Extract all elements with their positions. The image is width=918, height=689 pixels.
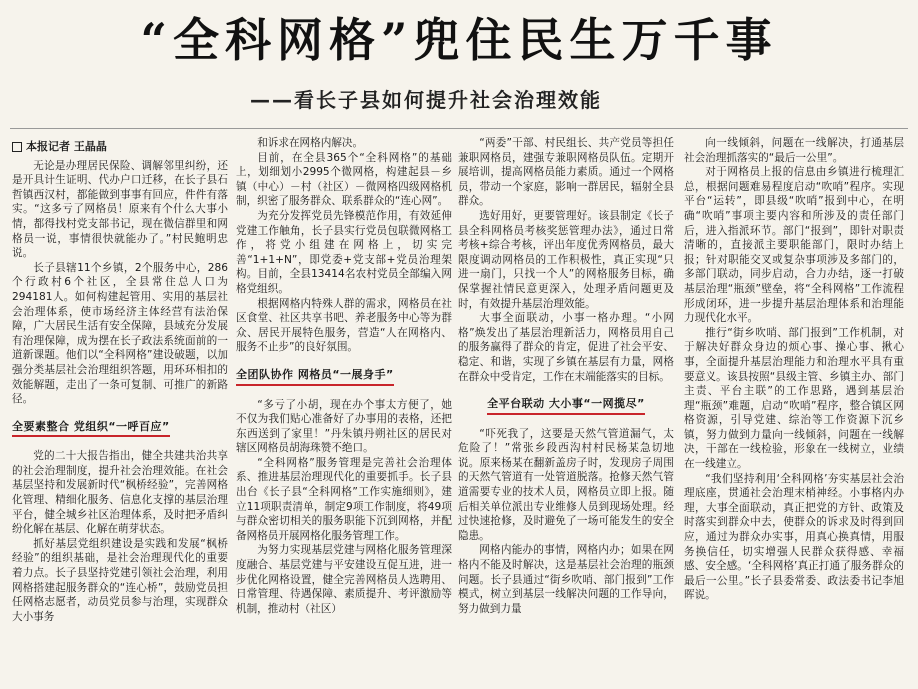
article-paragraph: 目前，在全县365个“全科网格”的基础上，划细划小2995个微网格，构建起县－乡镇（中心）－村（社区）－微网格四级网格机制，织密了服务群众、联系群众的“连心网”。 <box>236 151 452 208</box>
byline-text: 本报记者 王晶晶 <box>26 140 107 153</box>
article-paragraph: 抓好基层党组织建设是实践和发展“枫桥经验”的组织基础，是社会治理现代化的重要着力点。长子县坚持党建引领社会治理，利用网格搭建起服务群众的“连心桥”，鼓励党员担任网格志愿者，动员党员参与治理，实现群众大小事务 <box>12 537 228 623</box>
article-paragraph: 大事全面联动，小事一格办理。“小网格”焕发出了基层治理新活力，网格员用自己的服务赢得了群众的肯定，促进了社会平安、稳定、和谐，实现了乡镇在基层有力量，网格在群众中受肯定，工作在末端能落实的目标。 <box>458 312 674 383</box>
article-paragraph: 根据网格内特殊人群的需求，网格员在社区食堂、社区共享书吧、养老服务中心等为群众、居民开展特色服务，营造“人在网格内、服务不止步”的良好氛围。 <box>236 297 452 354</box>
article-paragraph: 向一线倾斜，问题在一线解决，打通基层社会治理抓落实的“最后一公里”。 <box>684 137 904 164</box>
article-paragraph: 和诉求在网格内解决。 <box>257 137 364 149</box>
column-3 <box>458 136 674 684</box>
article-paragraph: 为充分发挥党员先锋模范作用，有效延伸党建工作触角，长子县实行党员包联微网格工作，将党小组建在网格上，切实完善“1+1+N”，即党委+党支部+党员治理架构。目前，全县13414名农村党员全部编入网格党组织。 <box>236 209 452 295</box>
article-paragraph: 党的二十大报告指出，健全共建共治共享的社会治理制度，提升社会治理效能。在社会基层坚持和发展新时代“枫桥经验”，完善网格化管理、精细化服务、信息化支撑的基层治理平台，健全城乡社区治理体系，及时把矛盾纠纷化解在基层、化解在萌芽状态。 <box>12 450 228 536</box>
section-heading-wrap <box>236 361 452 392</box>
article-paragraph: 推行“街乡吹哨、部门报到”工作机制，对于解决好群众身边的烦心事、操心事、揪心事，全面提升基层治理能力和治理水平具有重要意义。该县按照“县级主管、乡镇主办、部门主责、平台主联”的工作思路，遇到基层治理“瓶颈”难题，启动“吹哨”程序，整合镇区网格资源，引导党建、综治等工作资源下沉乡镇，努力做到力量向一线倾斜，问题在一线解决，干部在一线检验，形象在一线树立，业绩在一线建立。 <box>684 326 904 471</box>
section-heading-wrap <box>458 390 674 421</box>
article-paragraph: “多亏了小胡，现在办个事太方便了，她不仅为我们贴心准备好了办事用的表格，还把东西送到了家里！”丹朱镇丹朔社区的居民对辖区网格员胡海珠赞不绝口。 <box>236 398 452 455</box>
column-1 <box>12 136 228 684</box>
square-bullet-icon <box>12 142 22 152</box>
subheadline: ——看长子县如何提升社会治理效能 <box>250 88 602 112</box>
section-heading: 全团队协作 网格员“一展身手” <box>236 367 394 386</box>
article-paragraph: “全科网格”服务管理是完善社会治理体系、推进基层治理现代化的重要抓手。长子县出台《长子县“全科网格”工作实施细则》，建立11项职责清单，制定9项工作制度，将49项与群众密切相关的服务职能下沉到网格，并配备网格员开展网格化服务管理工作。 <box>236 456 452 542</box>
article-paragraph: 长子县辖11个乡镇，2个服务中心，286个行政村6个社区，全县常住总人口为294181人。如何构建起管用、实用的基层社会治理体系，使市场经济主体经营有法治保障，广大居民生活有安全保障，县域充分发展有治理保障，成为摆在长子政法系统面前的一道新课题。他们以“全科网格”建设破题，以加强分类基层社会治理组织答题，用环环相扣的效能解题，走出了一条可复制、可推广的新路径。 <box>12 261 228 406</box>
article-paragraph: 对于网格员上报的信息由乡镇进行梳理汇总，根据问题难易程度启动“吹哨”程序。实现平台“运转”，即县级“吹哨”报到中心，在明确“吹哨”事项主要内容和所涉及的责任部门后，进入指派环节。部门“报到”，即针对职责清晰的，直接派主要职能部门，限时办结上报；针对职能交叉或复杂事项涉及多部门的，多部门联动，同步启动，合力办结，逐一打破基层治理“瓶颈”壁垒，将“全科网格”工作流程形成闭环，进一步提升基层治理体系和治理能力现代化水平。 <box>684 166 904 325</box>
section-heading: 全平台联动 大小事“一网揽尽” <box>487 396 645 415</box>
article-paragraph: 网格内能办的事情，网格内办；如果在网格内不能及时解决，这是基层社会治理的瓶颈问题。长子县通过“街乡吹哨、部门报到”工作模式，树立到基层一线解决问题的工作导向，努力做到力量 <box>458 544 674 615</box>
article-paragraph: 无论是办理居民保险、调解邻里纠纷，还是开具计生证明、代办户口迁移，在长子县石哲镇西汉村，都能做到事事有回应，件件有落实。“这多亏了网格员！原来有个什么大事小情，都得找村党支部书记，现在微信群里和网格员一说，事情很快就能办了。”村民鲍明忠说。 <box>12 159 228 260</box>
headline: “全科网格”兜住民生万千事 <box>140 13 778 67</box>
article-paragraph: 为努力实现基层党建与网格化服务管理深度融合、基层党建与平安建设互促互进，进一步优化网格设置，健全完善网格员人选聘用、日常管理、待遇保障、素质提升、考评激励等机制，推动村（社区） <box>236 544 452 615</box>
header-divider <box>10 128 908 129</box>
article-paragraph: “吓死我了，这要是天然气管道漏气，太危险了！”常张乡段西沟村村民杨某急切地说。原来杨某在翻新盖房子时，发现房子周围的天然气管道有一处管道脱落。抢修天然气管道需要专业的技术人员，网格员立即上报。随后相关单位派出专业维修人员到现场处理。经过快速抢修，及时避免了一场可能发生的安全隐患。 <box>458 427 674 542</box>
section-heading-wrap <box>12 413 228 444</box>
article-paragraph: “我们坚持利用‘全科网格’夯实基层社会治理底座，贯通社会治理末梢神经。小事格内办理，大事全面联动，真正把党的方针、政策及时落实到群众中去，使群众的诉求及时得到回应，通过为群众办实事，用真心换真情，用服务换信任，切实增强人民群众获得感、幸福感、安全感。‘全科网格’真正打通了服务群众的最后一公里。”长子县委常委、政法委书记李旭晖说。 <box>684 472 904 602</box>
column-2 <box>236 136 452 684</box>
column-4 <box>684 136 904 684</box>
article-paragraph: “两委”干部、村民组长、共产党员等担任兼职网格员，建强专兼职网格员队伍。定期开展培训，提高网格员能力素质。通过一个网格员，带动一个家庭，影响一群居民，辐射全县群众。 <box>458 137 674 208</box>
byline <box>12 140 228 155</box>
article-paragraph: 选好用好，更要管理好。该县制定《长子县全科网格员考核奖惩管理办法》，通过日常考核+综合考核，评出年度优秀网格员，最大限度调动网格员的工作积极性，真正实现“只进一扇门，只找一个人”的网格服务目标，确保掌握社情民意更深入，处理矛盾问题更及时，有效提升基层治理效能。 <box>458 209 674 310</box>
section-heading: 全要素整合 党组织“一呼百应” <box>12 419 170 438</box>
